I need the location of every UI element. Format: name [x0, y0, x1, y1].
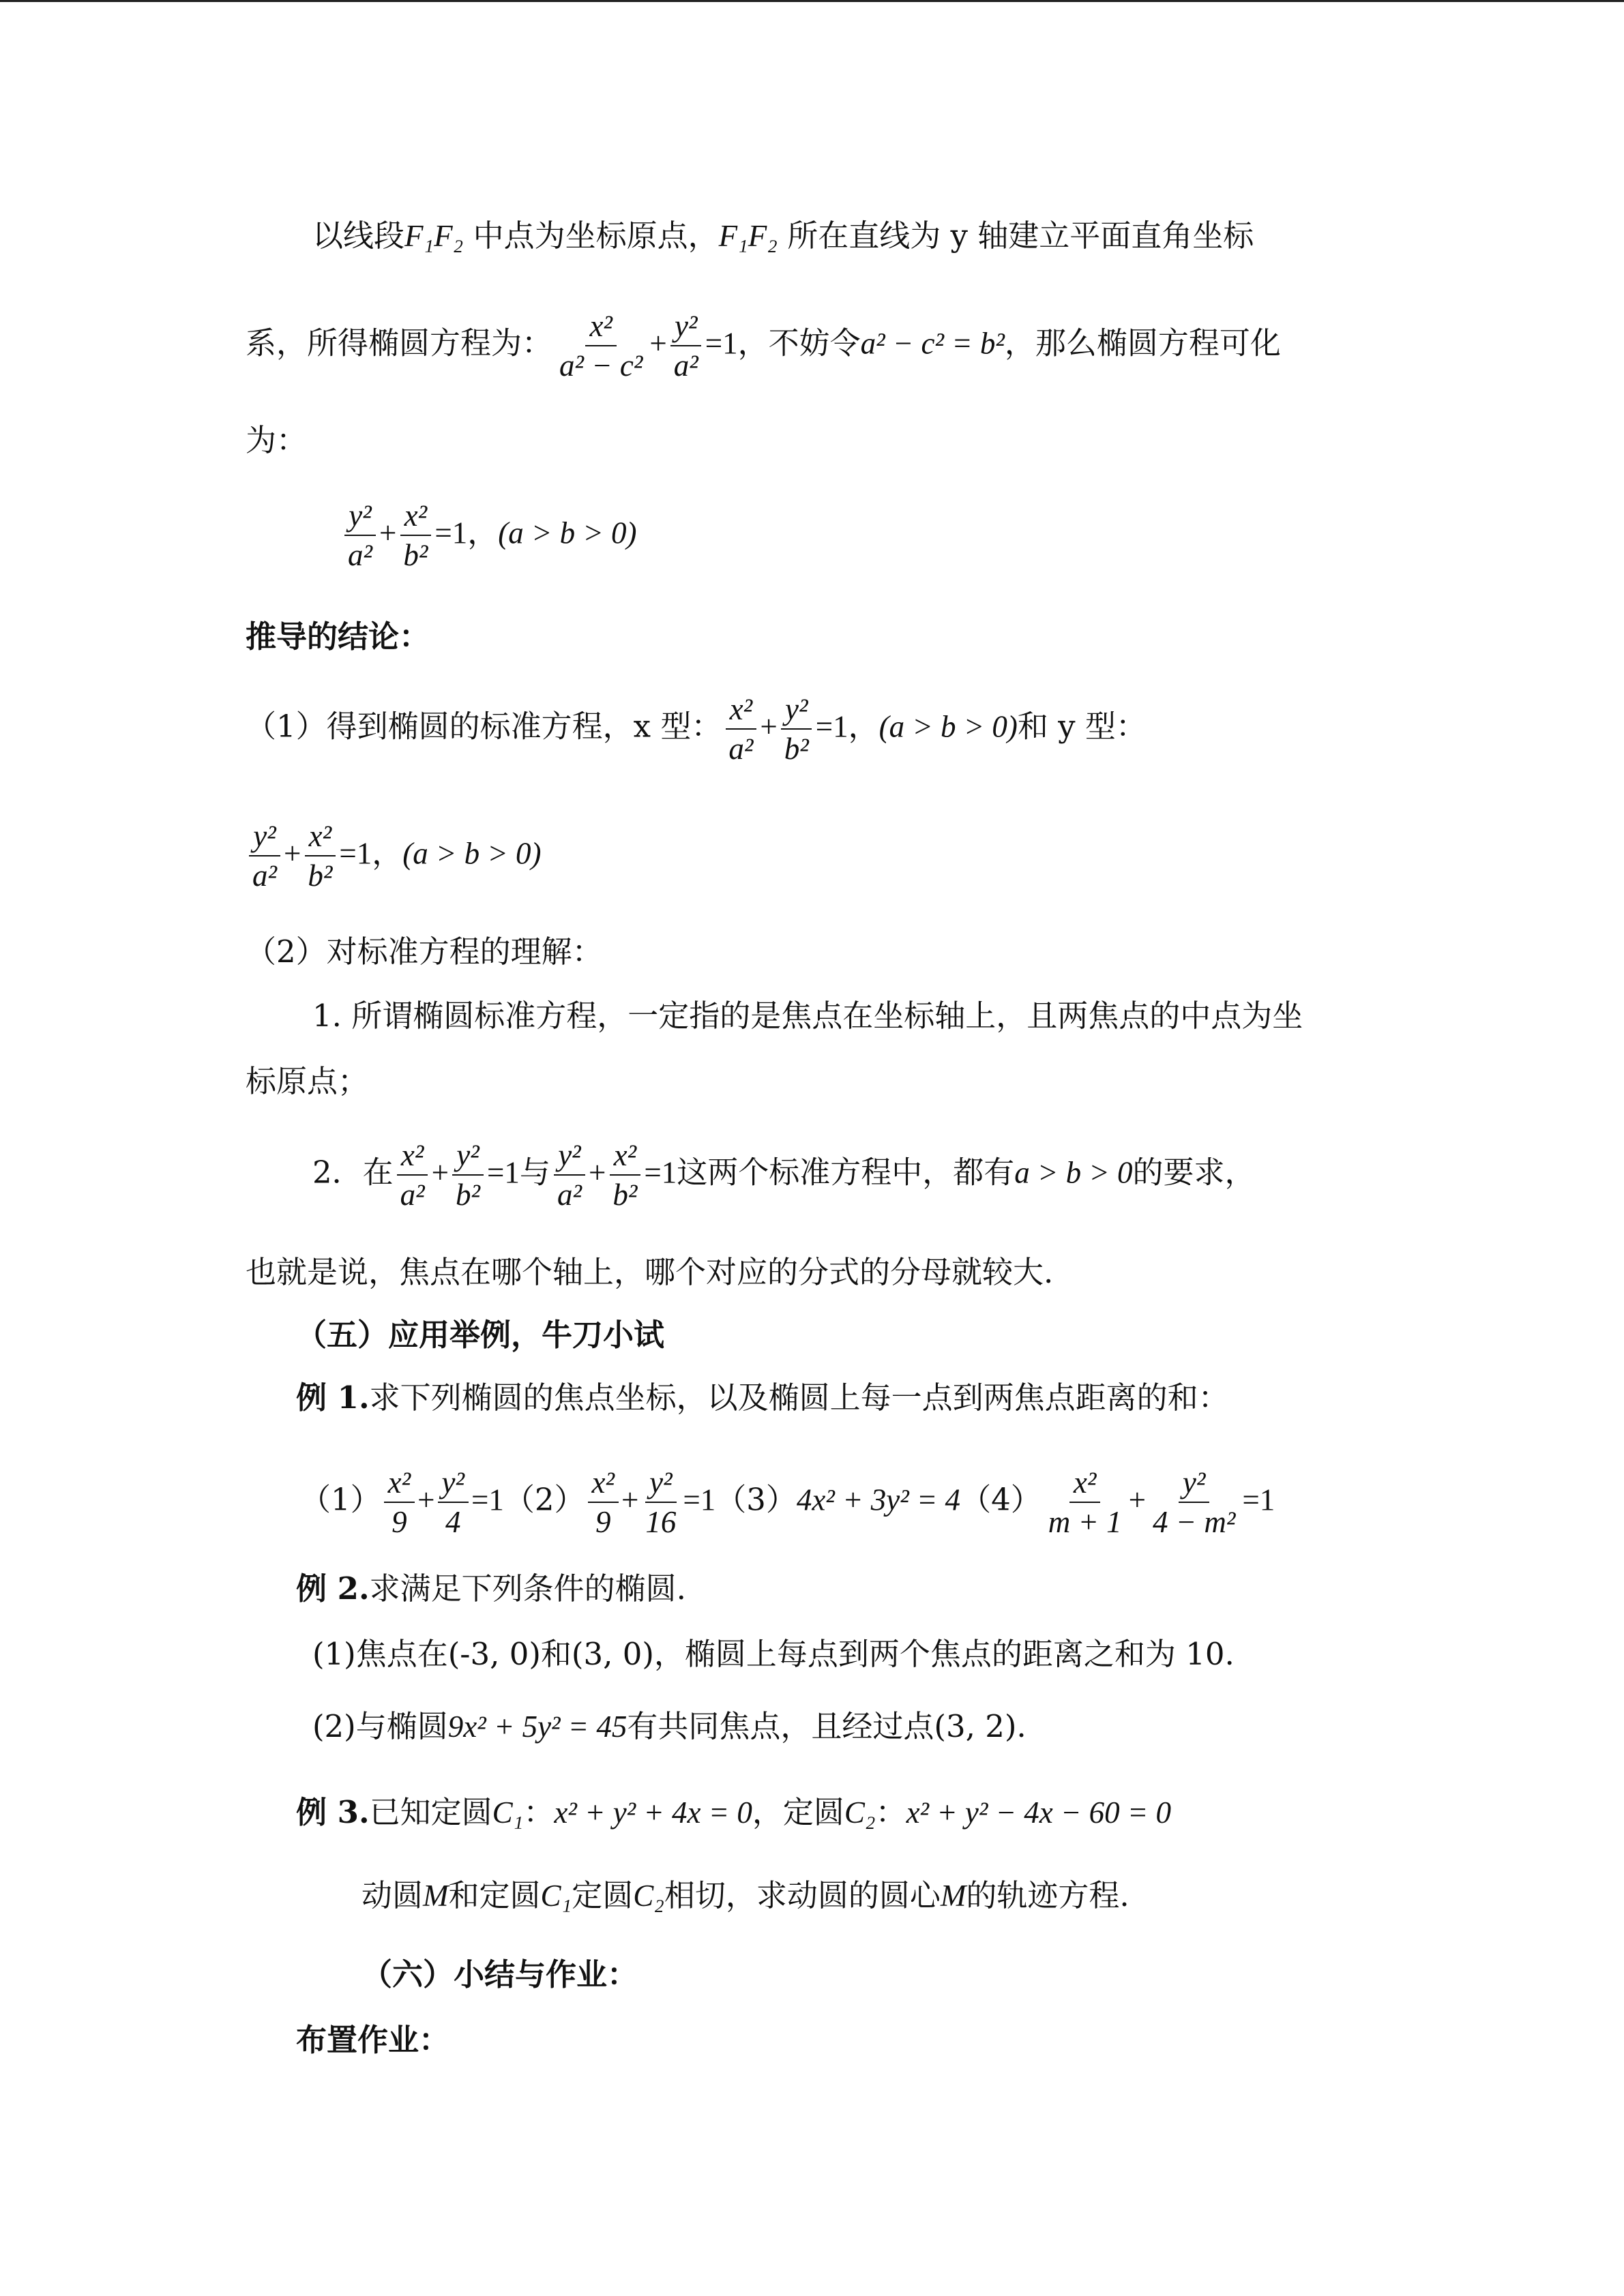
paragraph-line-6: （1）得到椭圆的标准方程，x 型： $\frac{\text{x²}}{\text{a²}}$ + $\frac{\text{y²}}{\text{b²}}$ =1，(a > b > 0)和 y 型： — [246, 690, 1147, 768]
example-2: 例 2.求满足下列条件的椭圆. — [296, 1570, 686, 1607]
math-f1f2: F₁F₂ — [404, 219, 464, 253]
math-f1f2-second: F₁F₂ — [718, 219, 778, 253]
fraction-y2-over-b2: $\frac{\text{y²}}{\text{b²}}$ — [452, 1136, 484, 1214]
math-substitution: a² − c² = b² — [860, 326, 1005, 361]
equation-y-standard: $\frac{\text{y²}}{\text{a²}}$ + $\frac{\text{x²}}{\text{b²}}$ =1，(a > b > 0) — [341, 496, 637, 574]
page-top-border — [0, 0, 1624, 2]
fraction-y2-over-a2: $\frac{\text{y²}}{\text{a²}}$ — [248, 817, 281, 895]
line1-post: 所在直线为 y 轴建立平面直角坐标 — [787, 218, 1254, 254]
math-c2: C₂ — [633, 1879, 664, 1913]
heading-homework: 布置作业： — [296, 2022, 450, 2058]
paragraph-line-2: 系，所得椭圆方程为： $\frac{\text{x²}}{\text{a² − c²}}$ + $\frac{\text{y²}}{\text{a²}}$ =1，不妨令a² − c² = b²，那么椭圆方程可化 — [246, 307, 1281, 385]
fraction-y2-over-a2: $\frac{\text{y²}}{\text{a²}}$ — [344, 496, 377, 574]
fraction-x2-over-b2: $\frac{\text{x²}}{\text{b²}}$ — [399, 496, 432, 574]
paragraph-line-12: 也就是说，焦点在哪个轴上，哪个对应的分式的分母就较大. — [246, 1254, 1054, 1290]
example-2-part-2: (2)与椭圆9x² + 5y² = 45有共同焦点，且经过点(3, 2). — [312, 1708, 1027, 1744]
line2-pre: 系，所得椭圆方程为： — [246, 325, 553, 361]
fraction-y2-over-a2: $\frac{\text{y²}}{\text{a²}}$ — [670, 307, 703, 385]
fraction-y2-over-4: $\frac{\text{y²}}{4}$ — [438, 1463, 469, 1541]
math-m: M — [423, 1879, 449, 1913]
example-3-label: 例 3. — [296, 1794, 370, 1830]
paragraph-line-9: 1. 所谓椭圆标准方程，一定指的是焦点在坐标轴上，且两焦点的中点为坐 — [312, 998, 1303, 1034]
paragraph-line-3: 为： — [246, 422, 308, 458]
example-1-items: （1） $\frac{\text{x²}}{9}$ + $\frac{\text{y²}}{4}$ =1（2） $\frac{\text{x²}}{9}$ + $\frac{\text{y²}}{16}$ =1（3）4x² + 3y² = 4（4） $\frac{\text{x²}}{m + 1}$ + $\frac{\text{y²}}{\text{4 − m²}}$ =1 — [300, 1463, 1275, 1541]
math-4x2-3y2: 4x² + 3y² = 4 — [796, 1482, 961, 1517]
paragraph-line-8: （2）对标准方程的理解： — [246, 934, 603, 970]
math-circle-1: x² + y² + 4x = 0 — [554, 1795, 752, 1830]
example-3: 例 3.已知定圆C₁：x² + y² + 4x = 0，定圆C₂：x² + y² − 4x − 60 = 0 — [296, 1794, 1171, 1830]
fraction-y2-over-4-m2: $\frac{\text{y²}}{\text{4 − m²}}$ — [1149, 1463, 1239, 1541]
paragraph-line-10: 标原点； — [246, 1063, 369, 1099]
math-c1: C₁ — [492, 1795, 524, 1830]
line1-mid: 中点为坐标原点， — [473, 218, 719, 254]
math-condition: (a > b > 0) — [879, 709, 1018, 744]
fraction-x2-over-a2-c2: $\frac{\text{x²}}{\text{a² − c²}}$ — [555, 307, 647, 385]
fraction-x2-over-m1: $\frac{\text{x²}}{m + 1}$ — [1044, 1463, 1126, 1541]
fraction-y2-over-b2: $\frac{\text{y²}}{\text{b²}}$ — [780, 690, 813, 768]
example-2-part-1: (1)焦点在(-3, 0)和(3, 0)，椭圆上每点到两个焦点的距离之和为 10. — [312, 1636, 1235, 1672]
math-c1: C₁ — [540, 1879, 572, 1913]
paragraph-line-11: 2．在 $\frac{\text{x²}}{\text{a²}}$ + $\frac{\text{y²}}{\text{b²}}$ =1与 $\frac{\text{y²}}{\text{a²}}$ + $\frac{\text{x²}}{\text{b²}}$ =1这两个标准方程中，都有a > b > 0的要求， — [312, 1136, 1255, 1214]
fraction-x2-over-b2: $\frac{\text{x²}}{\text{b²}}$ — [304, 817, 336, 895]
heading-conclusion: 推导的结论： — [246, 618, 430, 655]
math-condition: a > b > 0 — [1014, 1155, 1133, 1190]
line1-pre: 以线段 — [312, 218, 405, 254]
fraction-y2-over-16: $\frac{\text{y²}}{16}$ — [641, 1463, 680, 1541]
fraction-x2-over-b2: $\frac{\text{x²}}{\text{b²}}$ — [608, 1136, 641, 1214]
math-m-second: M — [940, 1879, 966, 1913]
heading-section-5: （五）应用举例，牛刀小试 — [296, 1317, 665, 1353]
math-circle-2: x² + y² − 4x − 60 = 0 — [906, 1795, 1171, 1830]
heading-section-6: （六）小结与作业： — [361, 1956, 638, 1993]
math-c2: C₂ — [844, 1795, 876, 1830]
example-1-label: 例 1. — [296, 1380, 370, 1416]
math-condition: (a > b > 0) — [402, 836, 542, 871]
fraction-y2-over-a2: $\frac{\text{y²}}{\text{a²}}$ — [553, 1136, 586, 1214]
example-1: 例 1.求下列椭圆的焦点坐标，以及椭圆上每一点到两焦点距离的和： — [296, 1380, 1229, 1416]
fraction-x2-over-9: $\frac{\text{x²}}{9}$ — [384, 1463, 415, 1541]
fraction-x2-over-a2: $\frac{\text{x²}}{\text{a²}}$ — [724, 690, 757, 768]
fraction-x2-over-9-b: $\frac{\text{x²}}{9}$ — [588, 1463, 619, 1541]
math-condition: (a > b > 0) — [498, 516, 637, 550]
fraction-x2-over-a2: $\frac{\text{x²}}{\text{a²}}$ — [396, 1136, 429, 1214]
example-3-line-2: 动圆M和定圆C₁定圆C₂相切，求动圆的圆心M的轨迹方程. — [361, 1877, 1130, 1913]
paragraph-line-1 — [312, 215, 1254, 256]
example-2-label: 例 2. — [296, 1570, 370, 1607]
math-9x2-5y2: 9x² + 5y² = 45 — [447, 1710, 628, 1744]
equation-y-type: $\frac{\text{y²}}{\text{a²}}$ + $\frac{\text{x²}}{\text{b²}}$ =1，(a > b > 0) — [246, 817, 542, 895]
